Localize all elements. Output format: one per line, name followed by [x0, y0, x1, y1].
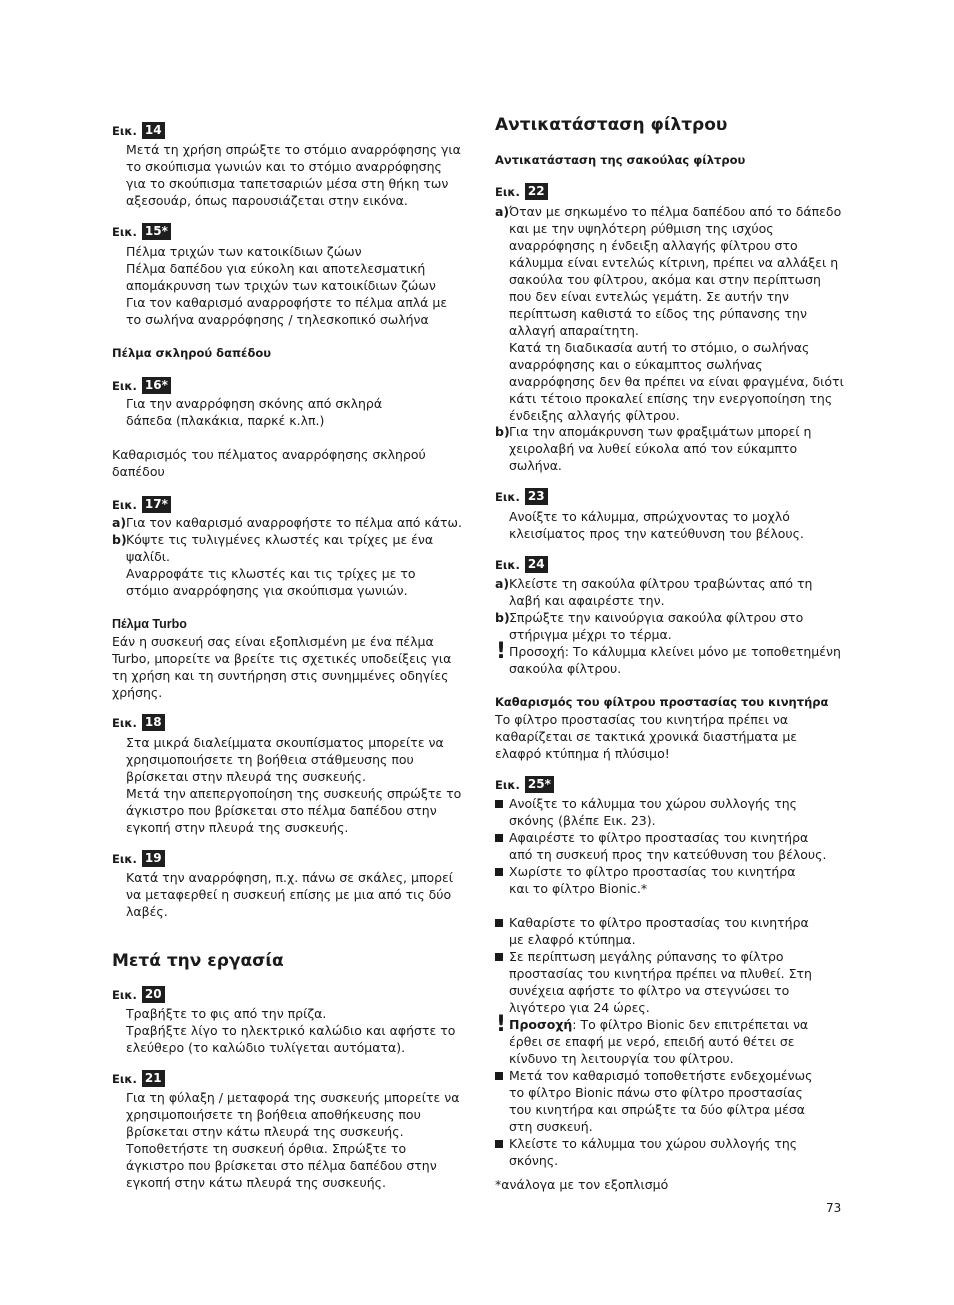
fig-24-item-b: [495, 609, 825, 643]
motor-filter-heading: Καθαρισμός του φίλτρου προστασίας του κινητήρα: [495, 695, 829, 709]
fig-17-item-a: [112, 514, 462, 531]
fig-24-badge: 24: [525, 556, 548, 573]
fig-19-label: [112, 850, 165, 867]
fig-23-label: [495, 488, 548, 505]
fig-24-item-a: [495, 575, 847, 609]
item-marker-b: b): [495, 424, 510, 439]
hard-floor-cleaning-text: Καθαρισμός του πέλματος αναρρόφησης σκληρού δαπέδου: [112, 447, 426, 479]
fig-15-badge: 15*: [142, 223, 171, 240]
filter-bag-subheading: Αντικατάσταση της σακούλας φίλτρου: [495, 153, 746, 167]
fig-17-label: [112, 496, 171, 513]
list-item-text: Ανοίξτε το κάλυμμα του χώρου συλλογής της σκόνης (βλέπε Εικ. 23).: [509, 796, 798, 828]
fig-prefix: Εικ.: [495, 490, 520, 504]
fig-16-text: Για την αναρρόφηση σκόνης από σκληρά δάπεδα (πλακάκια, παρκέ κ.λπ.): [126, 396, 383, 428]
fig-prefix: Εικ.: [112, 498, 137, 512]
warning-icon: !: [496, 639, 507, 664]
warning-text: [495, 1012, 835, 1067]
fig-24-label: [495, 556, 548, 573]
fig-prefix: Εικ.: [112, 1072, 137, 1086]
fig-18-badge: 18: [142, 714, 165, 731]
fig-19-badge: 19: [142, 850, 165, 867]
fig-19-text: Κατά την αναρρόφηση, π.χ. πάνω σε σκάλες, μπορεί να μεταφερθεί η συσκευή επίσης με μια από τις δύο λαβές.: [126, 870, 454, 919]
item-text-b: Για την απομάκρυνση των φραξιμάτων μπορεί η χειρολαβή να λυθεί εύκολα από τον εύκαμπτο σωλήνα.: [509, 424, 812, 473]
item-marker-b: b): [112, 532, 127, 547]
fig-21-badge: 21: [142, 1070, 165, 1087]
fig-prefix: Εικ.: [112, 379, 137, 393]
bullet-square-icon: [495, 800, 503, 808]
after-work-heading: Μετά την εργασία: [112, 951, 284, 971]
fig-14-text: Μετά τη χρήση σπρώξτε το στόμιο αναρρόφησης για το σκούπισμα γωνιών και το στόμιο αναρρόφησης για το σκούπισμα ταπετσαριών μέσα στη θήκη των αξεσουάρ, όπως παρουσιάζεται στην εικόνα.: [126, 142, 461, 208]
item-text-b: Κόψτε τις τυλιγμένες κλωστές και τρίχες με ένα ψαλίδι. Αναρροφάτε τις κλωστές και τις τρίχες με το στόμιο αναρρόφησης για σκούπισμα γωνιών.: [126, 532, 434, 598]
list-item: [495, 829, 835, 863]
fig-17-badge: 17*: [142, 496, 171, 513]
bullet-square-icon: [495, 834, 503, 842]
fig-15-label: [112, 223, 171, 240]
list-item: [495, 863, 815, 897]
fig-25-warning: [495, 1012, 835, 1067]
warning-text: Προσοχή: Το κάλυμμα κλείνει μόνο με τοποθετημένη σακούλα φίλτρου.: [509, 644, 841, 676]
list-item-text: Μετά τον καθαρισμό τοποθετήστε ενδεχομένως το φίλτρο Bionic πάνω στο φίλτρο προστασίας του κινητήρα και σπρώξτε τα δύο φίλτρα μέσα στη συσκευή.: [509, 1068, 813, 1134]
list-item: [495, 948, 835, 1016]
bullet-square-icon: [495, 1140, 503, 1148]
item-text-a: Όταν με σηκωμένο το πέλμα δαπέδου από το δάπεδο και με την υψηλότερη ρύθμιση της ισχύος αναρρόφησης η ένδειξη αλλαγής φίλτρου στο κάλυμμα είναι εντελώς κίτρινη, πρέπει να αλλάξει η σακούλα του φίλτρου, ακόμα και στην περίπτωση που δεν είναι εντελώς γεμάτη. Σε αυτήν την περίπτωση καθιστά το είδος της ρύπανσης την αλλαγή απαραίτητη. Κατά τη διαδικασία αυτή το στόμιο, ο σωλήνας αναρρόφησης και ο εύκαμπτος σωλήνας αναρρόφησης δεν θα πρέπει να είναι φραγμένα, διότι κάτι τέτοιο προκαλεί επίσης την ενεργοποίηση της ένδειξης αλλαγής φίλτρου.: [509, 204, 844, 423]
warning-bold-label: Προσοχή: [509, 1017, 573, 1032]
fig-18-label: [112, 714, 165, 731]
list-item-text: Σε περίπτωση μεγάλης ρύπανσης το φίλτρο προστασίας του κινητήρα πρέπει να πλυθεί. Στη συνέχεια αφήστε το φίλτρο να στεγνώσει το λιγότερο για 24 ώρες.: [509, 949, 812, 1015]
list-item: [495, 1067, 825, 1135]
hard-floor-heading: Πέλμα σκληρού δαπέδου: [112, 346, 272, 360]
fig-24-warning: [495, 639, 847, 677]
list-item: [495, 795, 835, 829]
fig-prefix: Εικ.: [495, 185, 520, 199]
fig-15-text: Πέλμα τριχών των κατοικίδιων ζώων Πέλμα δαπέδου για εύκολη και αποτελεσματική απομάκρυνση των τριχών των κατοικίδιων ζώων Για τον καθαρισμό αναρροφήστε το πέλμα απλά με το σωλήνα αναρρόφησης / τηλεσκοπικό σωλήνα: [126, 244, 448, 327]
turbo-text: Εάν η συσκευή σας είναι εξοπλισμένη με ένα πέλμα Turbo, μπορείτε να βρείτε τις σχετικές υποδείξεις για τη χρήση και τη συντήρηση στις συνημμένες οδηγίες χρήσης.: [112, 634, 452, 700]
list-item: [495, 914, 825, 948]
turbo-heading: Πέλμα Turbo: [112, 617, 187, 631]
fig-22-badge: 22: [525, 183, 548, 200]
fig-14-badge: 14: [142, 122, 165, 139]
item-text-a: Κλείστε τη σακούλα φίλτρου τραβώντας από τη λαβή και αφαιρέστε την.: [509, 576, 813, 608]
list-item-text: Αφαιρέστε το φίλτρο προστασίας του κινητήρα από τη συσκευή προς την κατεύθυνση του βέλους.: [509, 830, 827, 862]
fig-22-item-b: [495, 423, 825, 474]
fig-prefix: Εικ.: [112, 988, 137, 1002]
bullet-square-icon: [495, 868, 503, 876]
bullet-square-icon: [495, 953, 503, 961]
fig-16-badge: 16*: [142, 377, 171, 394]
page-number: 73: [826, 1201, 842, 1215]
item-marker-a: a): [112, 515, 127, 530]
item-text-a: Για τον καθαρισμό αναρροφήστε το πέλμα από κάτω.: [126, 515, 462, 530]
fig-prefix: Εικ.: [112, 852, 137, 866]
filter-replacement-heading: Αντικατάσταση φίλτρου: [495, 115, 728, 135]
fig-18-text: Στα μικρά διαλείμματα σκουπίσματος μπορείτε να χρησιμοποιήσετε τη βοήθεια στάθμευσης που βρίσκεται στην πλευρά της συσκευής. Μετά την απεπεργοποίηση της συσκευής σπρώξτε το άγκιστρο που βρίσκεται στο πέλμα δαπέδου στην εγκοπή στην πλευρά της συσκευής.: [126, 735, 462, 835]
fig-25-label: [495, 776, 554, 793]
fig-14-label: [112, 122, 165, 139]
fig-prefix: Εικ.: [112, 225, 137, 239]
fig-22-label: [495, 183, 548, 200]
list-item-text: Καθαρίστε το φίλτρο προστασίας του κινητήρα με ελαφρό κτύπημα.: [509, 915, 809, 947]
fig-23-badge: 23: [525, 488, 548, 505]
fig-23-text: Ανοίξτε το κάλυμμα, σπρώχνοντας το μοχλό κλεισίματος προς την κατεύθυνση του βέλους.: [509, 509, 804, 541]
footnote: *ανάλογα με τον εξοπλισμό: [495, 1177, 669, 1192]
fig-20-badge: 20: [142, 986, 165, 1003]
fig-prefix: Εικ.: [495, 558, 520, 572]
fig-21-label: [112, 1070, 165, 1087]
item-marker-a: a): [495, 204, 510, 219]
bullet-square-icon: [495, 1072, 503, 1080]
item-marker-b: b): [495, 610, 510, 625]
fig-17-item-b: [112, 531, 448, 599]
fig-25-badge: 25*: [525, 776, 554, 793]
fig-prefix: Εικ.: [495, 778, 520, 792]
motor-filter-text: Το φίλτρο προστασίας του κινητήρα πρέπει να καθαρίζεται σε τακτικά χρονικά διαστήματα με ελαφρό κτύπημα ή πλύσιμο!: [495, 712, 798, 761]
list-item: [495, 1135, 847, 1169]
list-item-text: Κλείστε το κάλυμμα του χώρου συλλογής της σκόνης.: [509, 1136, 798, 1168]
warning-icon: !: [496, 1012, 507, 1037]
item-marker-a: a): [495, 576, 510, 591]
fig-20-text: Τραβήξτε το φις από την πρίζα. Τραβήξτε λίγο το ηλεκτρικό καλώδιο και αφήστε το ελεύθερο (το καλώδιο τυλίγεται αυτόματα).: [126, 1006, 456, 1055]
bullet-square-icon: [495, 919, 503, 927]
warning-body: : Το φίλτρο Bionic δεν επιτρέπεται να έρθει σε επαφή με νερό, επειδή αυτό θέτει σε κίνδυνο τη λειτουργία του φίλτρου.: [509, 1017, 809, 1066]
fig-16-label: [112, 377, 171, 394]
fig-20-label: [112, 986, 165, 1003]
fig-prefix: Εικ.: [112, 124, 137, 138]
fig-21-text: Για τη φύλαξη / μεταφορά της συσκευής μπορείτε να χρησιμοποιήσετε τη βοήθεια αποθήκευσης που βρίσκεται στην κάτω πλευρά της συσκευής. Τοποθετήστε τη συσκευή όρθια. Σπρώξτε το άγκιστρο που βρίσκεται στο πέλμα δαπέδου στην εγκοπή στην κάτω πλευρά της συσκευής.: [126, 1090, 460, 1190]
list-item-text: Χωρίστε το φίλτρο προστασίας του κινητήρα και το φίλτρο Bionic.*: [509, 864, 796, 896]
item-text-b: Σπρώξτε την καινούργια σακούλα φίλτρου στο στήριγμα μέχρι το τέρμα.: [509, 610, 804, 642]
fig-prefix: Εικ.: [112, 716, 137, 730]
fig-22-item-a: [495, 203, 847, 424]
